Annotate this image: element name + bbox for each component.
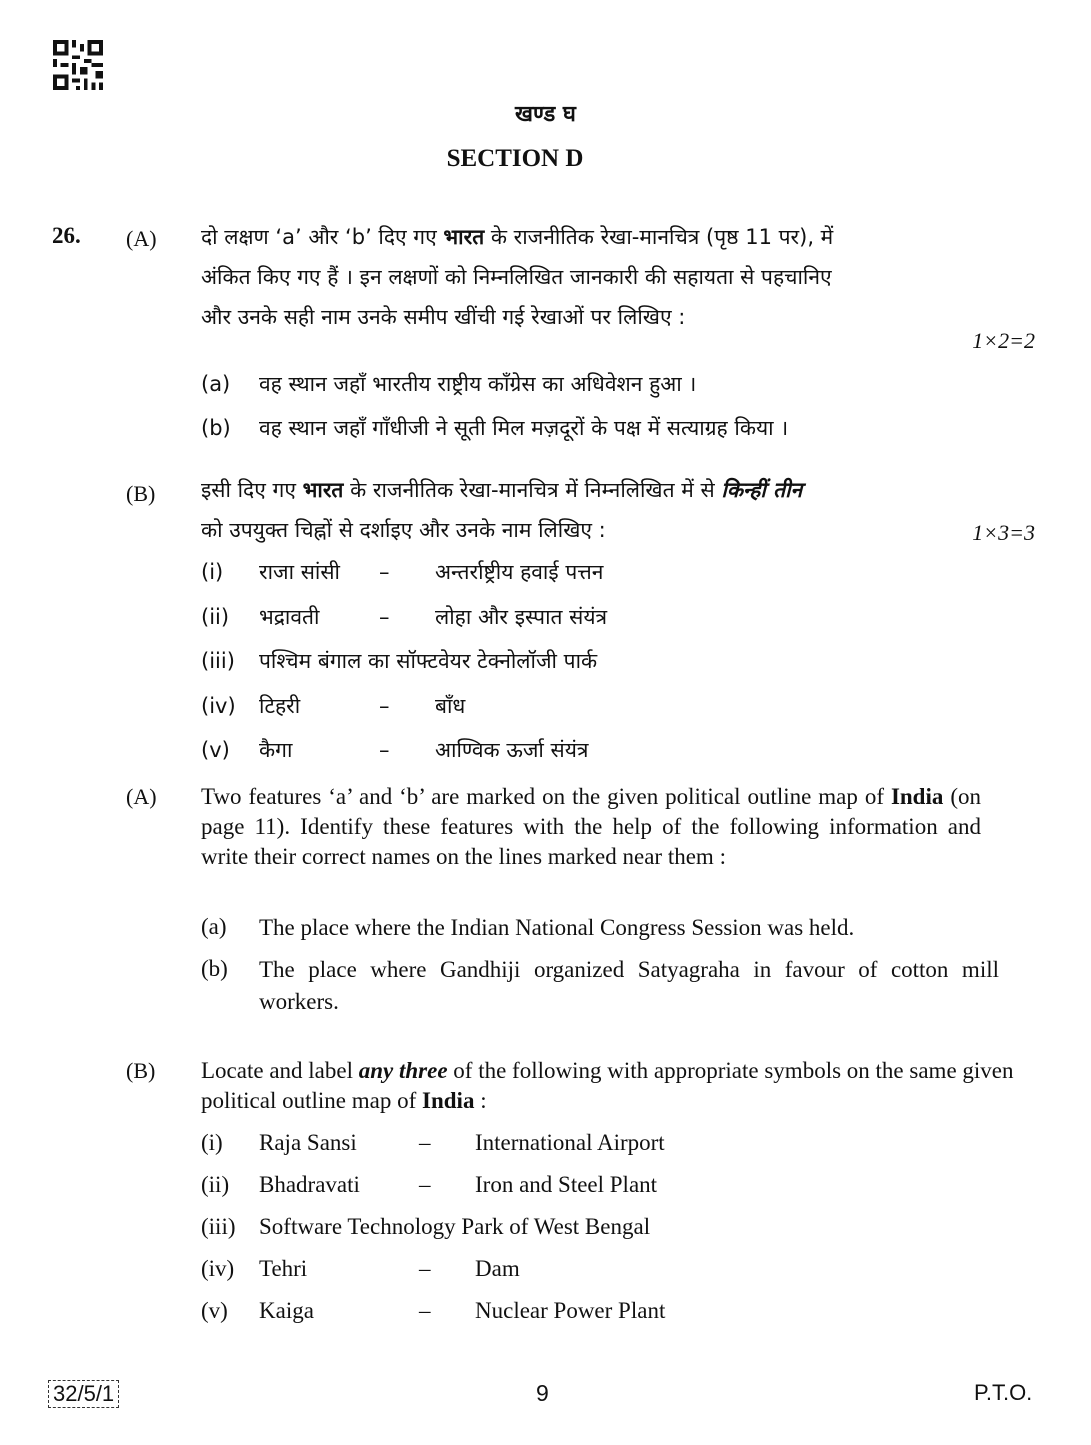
english-b-bold-india: India <box>422 1088 475 1113</box>
item-place: Tehri <box>259 1256 308 1281</box>
hindi-b-bold-bharat: भारत <box>302 478 344 502</box>
item-label: (iv) <box>201 693 236 718</box>
item-place: Bhadravati <box>259 1172 360 1197</box>
list-item <box>201 364 1031 408</box>
item-label: (b) <box>201 416 231 440</box>
hindi-part-a-items <box>201 364 1031 452</box>
item-place: टिहरी <box>259 693 301 718</box>
item-desc: Iron and Steel Plant <box>475 1172 658 1197</box>
list-item <box>201 552 1031 597</box>
item-dash: – <box>379 604 390 629</box>
item-text: Software Technology Park of West Bengal <box>259 1214 651 1239</box>
list-item <box>201 597 1031 642</box>
english-a-intro-rest: (on page 11). Identify these features with the help of the following information and write their correct names on the lines marked near them : <box>201 784 981 869</box>
item-dash: – <box>379 693 390 718</box>
item-label: (i) <box>201 560 224 584</box>
list-item <box>201 408 1031 452</box>
item-desc: लोहा और इस्पात संयंत्र <box>435 604 608 629</box>
item-label: (b) <box>201 956 228 981</box>
hindi-part-a-line1 <box>201 217 1036 257</box>
page-number: 9 <box>536 1380 549 1406</box>
hindi-part-b-label: (B) <box>126 481 156 506</box>
item-text: The place where Gandhiji organized Satyagraha in favour of cotton mill workers. <box>259 957 999 1014</box>
hindi-part-a-line3: और उनके सही नाम उनके समीप खींची गई रेखाओं पर लिखिए : <box>201 305 686 329</box>
hindi-section-heading: खण्ड घ <box>515 102 576 127</box>
list-item <box>201 1128 1001 1170</box>
item-label: (v) <box>201 738 230 762</box>
item-desc: अन्तर्राष्ट्रीय हवाई पत्तन <box>435 560 604 584</box>
list-item <box>201 1170 1001 1212</box>
hindi-part-b-line1 <box>201 470 1036 510</box>
item-place: राजा सांसी <box>259 560 340 584</box>
hindi-b-emphasis: किन्हीं तीन <box>721 478 803 502</box>
list-item <box>201 1254 1001 1296</box>
item-label: (i) <box>201 1130 223 1155</box>
english-part-b-items <box>201 1128 1001 1338</box>
item-desc: Nuclear Power Plant <box>475 1298 666 1323</box>
item-dash: – <box>419 1298 431 1323</box>
hindi-part-b-items <box>201 552 1031 775</box>
item-label: (iv) <box>201 1256 235 1281</box>
hindi-part-b-marks: 1×3=3 <box>972 520 1035 545</box>
item-label: (iii) <box>201 649 235 673</box>
hindi-b-middle: के राजनीतिक रेखा-मानचित्र में निम्नलिखित में से <box>343 478 722 502</box>
english-a-bold-india: India <box>890 784 944 809</box>
list-item <box>201 641 1031 686</box>
hindi-part-b-line2: को उपयुक्त चिह्नों से दर्शाइए और उनके नाम लिखिए : <box>201 518 606 542</box>
item-label: (iii) <box>201 1214 236 1239</box>
qr-code <box>52 40 104 90</box>
item-label: (a) <box>201 914 227 939</box>
hindi-a-intro: दो लक्षण ‘a’ और ‘b’ दिए गए <box>201 225 444 249</box>
english-part-a-text <box>201 782 981 872</box>
item-dash: – <box>379 738 390 762</box>
hindi-a-intro-rest: के राजनीतिक रेखा-मानचित्र (पृष्ठ 11 पर), में <box>484 225 834 249</box>
item-place: Kaiga <box>259 1298 314 1323</box>
english-b-emphasis: any three <box>358 1058 448 1083</box>
item-desc: International Airport <box>475 1130 665 1155</box>
english-part-b-label: (B) <box>126 1058 156 1083</box>
hindi-part-a-text <box>201 217 1036 337</box>
item-text: पश्चिम बंगाल का सॉफ्टवेयर टेक्नोलॉजी पार्क <box>259 649 598 673</box>
hindi-b-intro: इसी दिए गए <box>201 478 303 502</box>
item-label: (ii) <box>201 604 230 629</box>
item-text: वह स्थान जहाँ भारतीय राष्ट्रीय काँग्रेस का अधिवेशन हुआ । <box>259 372 697 396</box>
english-part-a-label: (A) <box>126 784 157 809</box>
english-part-b-text <box>201 1056 1016 1116</box>
english-b-intro: Locate and label <box>201 1058 359 1083</box>
item-label: (ii) <box>201 1172 230 1197</box>
item-desc: Dam <box>475 1256 520 1281</box>
item-dash: – <box>419 1130 431 1155</box>
english-part-a-items <box>201 912 1001 1018</box>
item-label: (a) <box>201 372 231 396</box>
english-a-intro: Two features ‘a’ and ‘b’ are marked on the given political outline map of <box>201 784 891 809</box>
paper-code: 32/5/1 <box>48 1380 119 1408</box>
section-heading: SECTION D <box>446 145 584 172</box>
list-item <box>201 1296 1001 1338</box>
hindi-part-a-line2: अंकित किए गए हैं । इन लक्षणों को निम्नलिखित जानकारी की सहायता से पहचानिए <box>201 265 832 289</box>
list-item <box>201 912 1001 944</box>
item-dash: – <box>419 1256 431 1281</box>
hindi-part-b-text <box>201 470 1036 550</box>
item-place: कैगा <box>259 738 293 762</box>
item-text: The place where the Indian National Congress Session was held. <box>259 915 855 940</box>
item-desc: बाँध <box>435 693 466 718</box>
item-dash: – <box>419 1172 431 1197</box>
item-place: भद्रावती <box>259 604 320 629</box>
pto-label: P.T.O. <box>974 1380 1033 1405</box>
english-b-end: : <box>474 1088 487 1113</box>
item-place: Raja Sansi <box>259 1130 357 1155</box>
list-item <box>201 954 1001 1018</box>
hindi-a-bold-bharat: भारत <box>443 225 485 249</box>
item-desc: आण्विक ऊर्जा संयंत्र <box>435 738 589 762</box>
list-item <box>201 686 1031 731</box>
item-label: (v) <box>201 1298 228 1323</box>
english-b-middle: of the following with appropriate symbols on the same given political outline map of <box>201 1058 1014 1113</box>
item-text: वह स्थान जहाँ गाँधीजी ने सूती मिल मज़दूरों के पक्ष में सत्याग्रह किया । <box>259 416 789 440</box>
hindi-part-a-label: (A) <box>126 226 157 251</box>
item-dash: – <box>379 560 390 584</box>
question-number: 26. <box>52 223 81 248</box>
list-item <box>201 730 1031 775</box>
list-item <box>201 1212 1001 1254</box>
hindi-part-a-marks: 1×2=2 <box>972 328 1035 353</box>
